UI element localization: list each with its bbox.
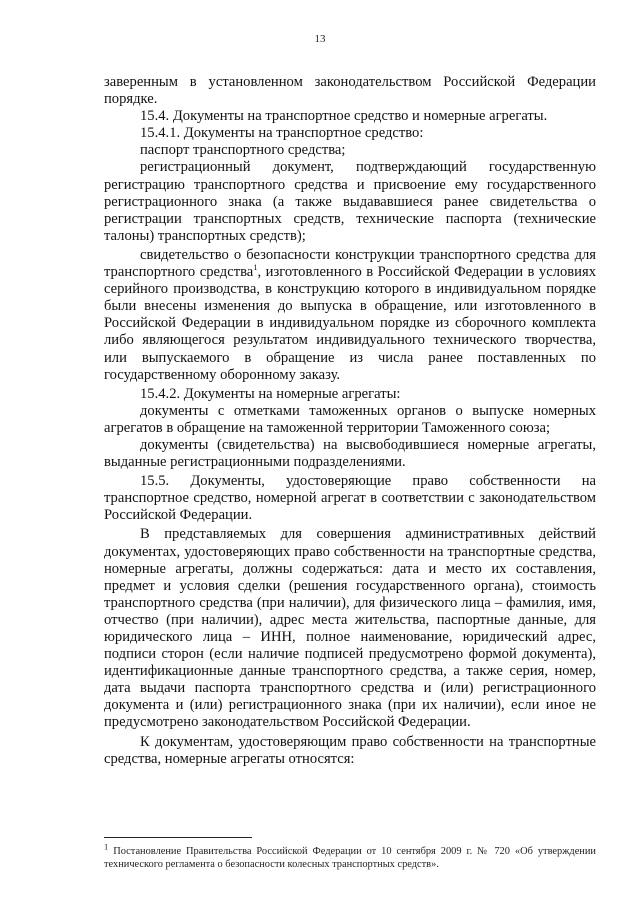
section-heading-15-4-2: 15.4.2. Документы на номерные агрегаты: bbox=[140, 385, 401, 402]
footnote-reference: 1 bbox=[253, 262, 258, 273]
section-heading-15-4-1: 15.4.1. Документы на транспортное средство: bbox=[140, 125, 424, 142]
section-heading-15-4: 15.4. Документы на транспортное средство и номерные агрегаты. bbox=[140, 108, 548, 125]
paragraph-ownership-documents-intro: К документам, удостоверяющим право собственности на транспортные средства, номерные агрегаты относятся: bbox=[104, 733, 596, 767]
safety-certificate-text-start: свидетельство о безопасности конструкции транспортного средства для транспортного средства bbox=[104, 246, 596, 281]
footnote-separator bbox=[104, 837, 252, 838]
footnote bbox=[104, 841, 596, 871]
list-item-safety-certificate bbox=[104, 247, 596, 384]
list-item-customs-documents: документы с отметками таможенных органов о выпуске номерных агрегатов в обращение на таможенной территории Таможенного союза; bbox=[104, 402, 596, 436]
footnote-text: Постановление Правительства Российской Федерации от 10 сентября 2009 г. № 720 «Об утверждении технического регламента о безопасности колесных транспортных средств». bbox=[104, 846, 596, 870]
page-number: 13 bbox=[314, 33, 326, 45]
list-item-released-units-documents: документы (свидетельства) на высвободившиеся номерные агрегаты, выданные регистрационными подразделениями. bbox=[104, 436, 596, 471]
paragraph-continuation: заверенным в установленном законодательством Российской Федерации порядке. bbox=[104, 74, 596, 108]
paragraph-document-requirements: В представляемых для совершения административных действий документах, удостоверяющих право собственности на транспортные средства, номерные агрегаты, должны содержаться: дата и место их составления, предмет и условия сделки (решения государственного органа), стоимость транспортного средства (при наличии), для физического лица – фамилия, имя, отчество (при наличии), адрес места жительства, паспортные данные, для юридического лица – ИНН, полное наименование, юридический адрес, подписи сторон (если наличие подписей предусмотрено формой документа), идентификационные данные транспортного средства, а также серия, номер, дата выдачи паспорта транспортного средства и (или) регистрационного документа и (или) регистрационного знака (при их наличии), если иное не предусмотрено законодательством Российской Федерации. bbox=[104, 526, 596, 731]
list-item-registration-document: регистрационный документ, подтверждающий государственную регистрацию транспортного средства и присвоение ему государственного регистрационного знака (а также выдававшиеся ранее свидетельства о регистрации транспортных средств, технические паспорта (технические талоны) транспортных средств); bbox=[104, 159, 596, 244]
section-heading-15-5: 15.5. Документы, удостоверяющие право собственности на транспортное средство, номерной агрегат в соответствии с законодательством Российской Федерации. bbox=[104, 473, 596, 524]
list-item-passport: паспорт транспортного средства; bbox=[140, 142, 346, 159]
body-text bbox=[104, 74, 596, 768]
footnote-mark: 1 bbox=[104, 841, 109, 852]
safety-certificate-text-end: , изготовленного в Российской Федерации в условиях серийного производства, в конструкцию которого в индивидуальном порядке были внесены изменения до выпуска в обращение, или изготовленного в Российской Федерации в индивидуальном порядке из сборочного комплекта либо являющегося результатом индивидуального технического творчества, или выпускаемого в обращение из числа ранее поставленных по государственному оборонному заказу. bbox=[104, 264, 596, 383]
